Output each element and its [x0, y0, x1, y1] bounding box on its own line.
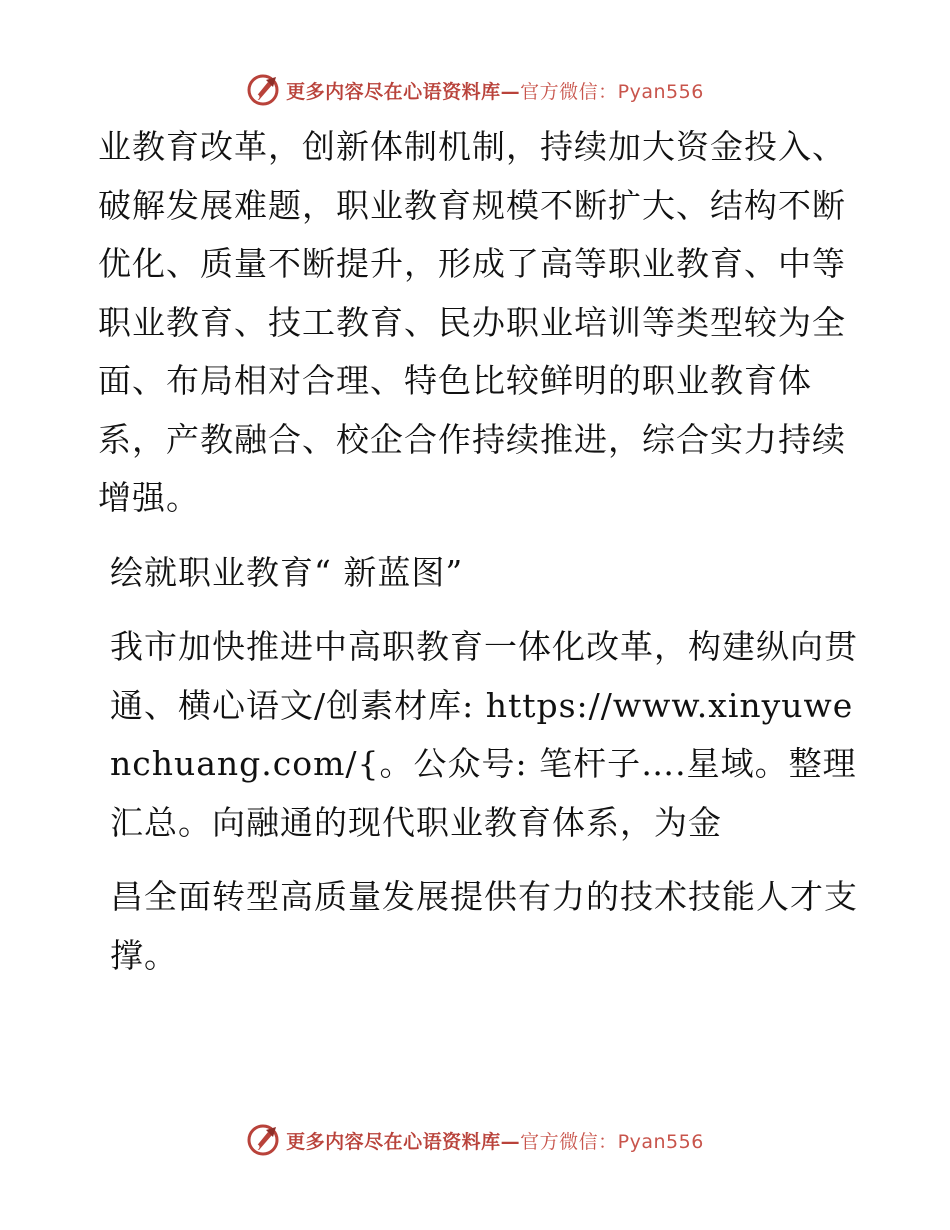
quill-pen-logo-icon	[246, 73, 280, 107]
paragraph-integration-reform: 我市加快推进中高职教育一体化改革，构建纵向贯通、横心语文/创素材库: https://www.xinyuwenchuang.com/{。公众号: 笔杆子….星域。整理汇总。向融通的现代职业教育体系，为金	[110, 627, 858, 842]
paragraph-vocational-reform: 业教育改革，创新体制机制，持续加大资金投入、破解发展难题，职业教育规模不断扩大、结构不断优化、质量不断提升，形成了高等职业教育、中等职业教育、技工教育、民办职业培训等类型较为全面、布局相对合理、特色比较鲜明的职业教育体系，产教融合、校企合作持续推进，综合实力持续增强。	[98, 127, 846, 517]
quill-pen-logo-icon	[246, 1123, 280, 1157]
paragraph-talent-support: 昌全面转型高质量发展提供有力的技术技能人才支撑。	[110, 877, 858, 975]
header-banner	[0, 70, 950, 110]
banner-dash: —	[500, 80, 521, 103]
banner-site-text: 更多内容尽在心语资料库	[286, 1130, 501, 1153]
banner-text	[286, 77, 704, 104]
banner-text	[286, 1127, 704, 1154]
banner-wechat-text: 官方微信：Pyan556	[520, 80, 704, 103]
banner-site-text: 更多内容尽在心语资料库	[286, 80, 501, 103]
banner-wechat-text: 官方微信：Pyan556	[520, 1130, 704, 1153]
banner-dash: —	[500, 1130, 521, 1153]
document-body	[98, 118, 858, 985]
section-heading: 绘就职业教育“ 新蓝图”	[110, 552, 464, 592]
footer-banner	[0, 1120, 950, 1160]
